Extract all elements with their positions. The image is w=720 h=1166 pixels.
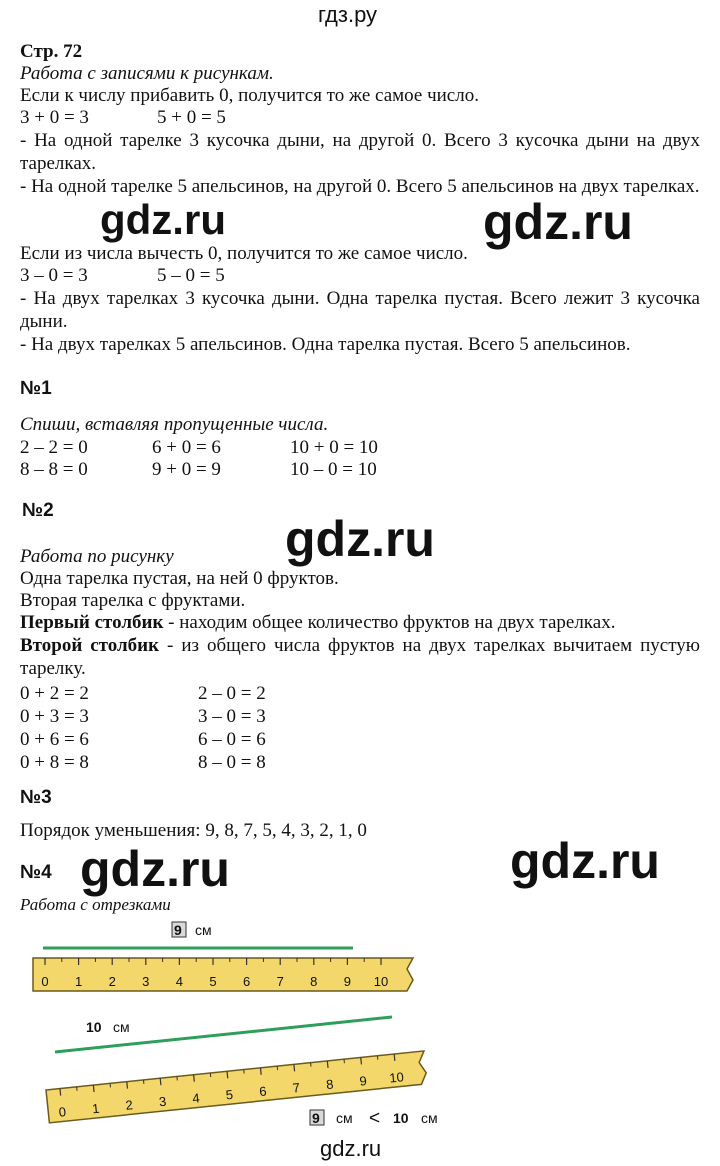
segment-line bbox=[55, 1017, 392, 1052]
column-desc: - находим общее количество фруктов на двух тарелках. bbox=[163, 612, 616, 633]
equation: 2 – 2 = 0 bbox=[20, 437, 88, 458]
task4-subtitle: Работа с отрезками bbox=[20, 895, 171, 914]
compare-sign: < bbox=[369, 1108, 381, 1129]
unit-label: см bbox=[113, 1019, 130, 1035]
ruler-tick bbox=[194, 1075, 195, 1082]
task2-number: №2 bbox=[22, 500, 54, 521]
segment-value: 10 bbox=[86, 1019, 102, 1035]
equation: 9 + 0 = 9 bbox=[152, 459, 221, 480]
equation: 3 – 0 = 3 bbox=[20, 265, 88, 286]
equation: 2 – 0 = 2 bbox=[198, 683, 266, 704]
task2-line: Одна тарелка пустая, на ней 0 фруктов. bbox=[20, 568, 339, 589]
page-title: Стр. 72 bbox=[20, 41, 83, 62]
equation: 3 + 0 = 3 bbox=[20, 107, 89, 128]
ruler-tick-label: 1 bbox=[91, 1100, 101, 1117]
ruler-tick bbox=[127, 1082, 128, 1089]
rule-add: Если к числу прибавить 0, получится то же самое число. bbox=[20, 85, 479, 106]
unit-label: см bbox=[195, 922, 212, 938]
equation: 5 + 0 = 5 bbox=[157, 107, 226, 128]
ruler-tick-label: 10 bbox=[373, 974, 389, 989]
ruler-tick bbox=[227, 1071, 228, 1078]
column-desc: - из общего числа фруктов на двух тарелках вычитаем пустую тарелку. bbox=[20, 635, 700, 679]
ruler-tick bbox=[260, 1068, 261, 1075]
equation: 8 – 8 = 0 bbox=[20, 459, 88, 480]
watermark: gdz.ru bbox=[510, 833, 660, 889]
column-label: Первый столбик bbox=[20, 612, 164, 633]
ruler-tick-label: 4 bbox=[175, 974, 184, 989]
ruler-tick bbox=[327, 1061, 328, 1068]
equation: 3 – 0 = 3 bbox=[198, 706, 266, 727]
equation: 0 + 2 = 2 bbox=[20, 683, 89, 704]
intro-subtitle: Работа с записями к рисункам. bbox=[20, 63, 274, 84]
ruler-tick-label: 7 bbox=[276, 974, 284, 989]
ruler-tick-label: 8 bbox=[310, 974, 318, 989]
ruler-tick-label: 9 bbox=[343, 974, 352, 989]
task3-number: №3 bbox=[20, 787, 52, 808]
task2-line: Вторая тарелка с фруктами. bbox=[20, 590, 246, 611]
ruler-tick-label: 7 bbox=[291, 1079, 301, 1096]
equation: 10 – 0 = 10 bbox=[290, 459, 377, 480]
note-add-2: - На одной тарелке 5 апельсинов, на другой 0. Всего 5 апельсинов на двух тарелках. bbox=[20, 176, 700, 197]
ruler-tick bbox=[394, 1054, 395, 1061]
ruler-tick bbox=[361, 1057, 362, 1064]
site-header: гдз.ру bbox=[318, 2, 378, 27]
task1-number: №1 bbox=[20, 378, 52, 399]
segment-value: 9 bbox=[174, 922, 182, 938]
watermark: gdz.ru bbox=[80, 841, 230, 897]
column-label: Второй столбик bbox=[20, 635, 160, 656]
watermark: gdz.ru bbox=[483, 194, 633, 250]
ruler-body bbox=[33, 958, 413, 991]
equation: 6 + 0 = 6 bbox=[152, 437, 221, 458]
ruler-tick-label: 2 bbox=[108, 974, 116, 989]
task2-line bbox=[20, 611, 615, 634]
task4-number: №4 bbox=[20, 862, 52, 883]
ruler-tick-label: 2 bbox=[124, 1097, 134, 1113]
watermark: gdz.ru bbox=[100, 196, 226, 243]
compare-right: 10 bbox=[393, 1110, 409, 1126]
equation: 0 + 6 = 6 bbox=[20, 729, 89, 750]
equation: 5 – 0 = 5 bbox=[157, 265, 225, 286]
ruler-tick-label: 3 bbox=[142, 974, 150, 989]
footer-site: gdz.ru bbox=[320, 1136, 382, 1161]
ruler-tick-label: 10 bbox=[388, 1069, 405, 1086]
rule-sub: Если из числа вычесть 0, получится то же самое число. bbox=[20, 243, 468, 264]
note-add-1: - На одной тарелке 3 кусочка дыни, на другой 0. Всего 3 кусочка дыни на двух тарелках. bbox=[20, 130, 700, 174]
ruler-tick-label: 6 bbox=[242, 974, 251, 989]
equation: 10 + 0 = 10 bbox=[290, 437, 378, 458]
unit-label: см bbox=[336, 1110, 353, 1126]
equation: 6 – 0 = 6 bbox=[198, 729, 266, 750]
ruler-tick-label: 1 bbox=[74, 974, 83, 989]
ruler bbox=[33, 958, 413, 991]
task2-line bbox=[20, 634, 700, 680]
ruler-tick bbox=[160, 1078, 161, 1085]
equation: 8 – 0 = 8 bbox=[198, 752, 266, 773]
ruler-tick-label: 0 bbox=[57, 1104, 67, 1120]
rulers-illustration bbox=[0, 910, 720, 1150]
ruler-tick-label: 9 bbox=[358, 1073, 368, 1089]
ruler-tick-label: 0 bbox=[41, 974, 49, 989]
task1-subtitle: Спиши, вставляя пропущенные числа. bbox=[20, 414, 329, 435]
ruler-tick-label: 3 bbox=[158, 1093, 167, 1110]
task3-text: Порядок уменьшения: 9, 8, 7, 5, 4, 3, 2, 1, 0 bbox=[20, 820, 367, 841]
task2-subtitle: Работа по рисунку bbox=[20, 546, 174, 567]
equation: 0 + 3 = 3 bbox=[20, 706, 89, 727]
equation: 0 + 8 = 8 bbox=[20, 752, 89, 773]
watermark: gdz.ru bbox=[285, 511, 435, 567]
note-sub-1: - На двух тарелках 3 кусочка дыни. Одна тарелка пустая. Всего лежит 3 кусочка дыни. bbox=[20, 288, 700, 332]
ruler-tick-label: 4 bbox=[191, 1090, 201, 1106]
ruler-tick-label: 6 bbox=[258, 1083, 268, 1100]
ruler-tick bbox=[60, 1089, 61, 1096]
note-sub-2: - На двух тарелках 5 апельсинов. Одна тарелка пустая. Всего 5 апельсинов. bbox=[20, 334, 631, 355]
ruler-tick bbox=[93, 1085, 94, 1092]
ruler-tick-label: 5 bbox=[225, 1086, 234, 1103]
compare-left: 9 bbox=[312, 1110, 320, 1126]
ruler-tick-label: 5 bbox=[209, 974, 217, 989]
ruler-tick-label: 8 bbox=[325, 1076, 335, 1093]
ruler-tick bbox=[294, 1064, 295, 1071]
unit-label: см bbox=[421, 1110, 438, 1126]
